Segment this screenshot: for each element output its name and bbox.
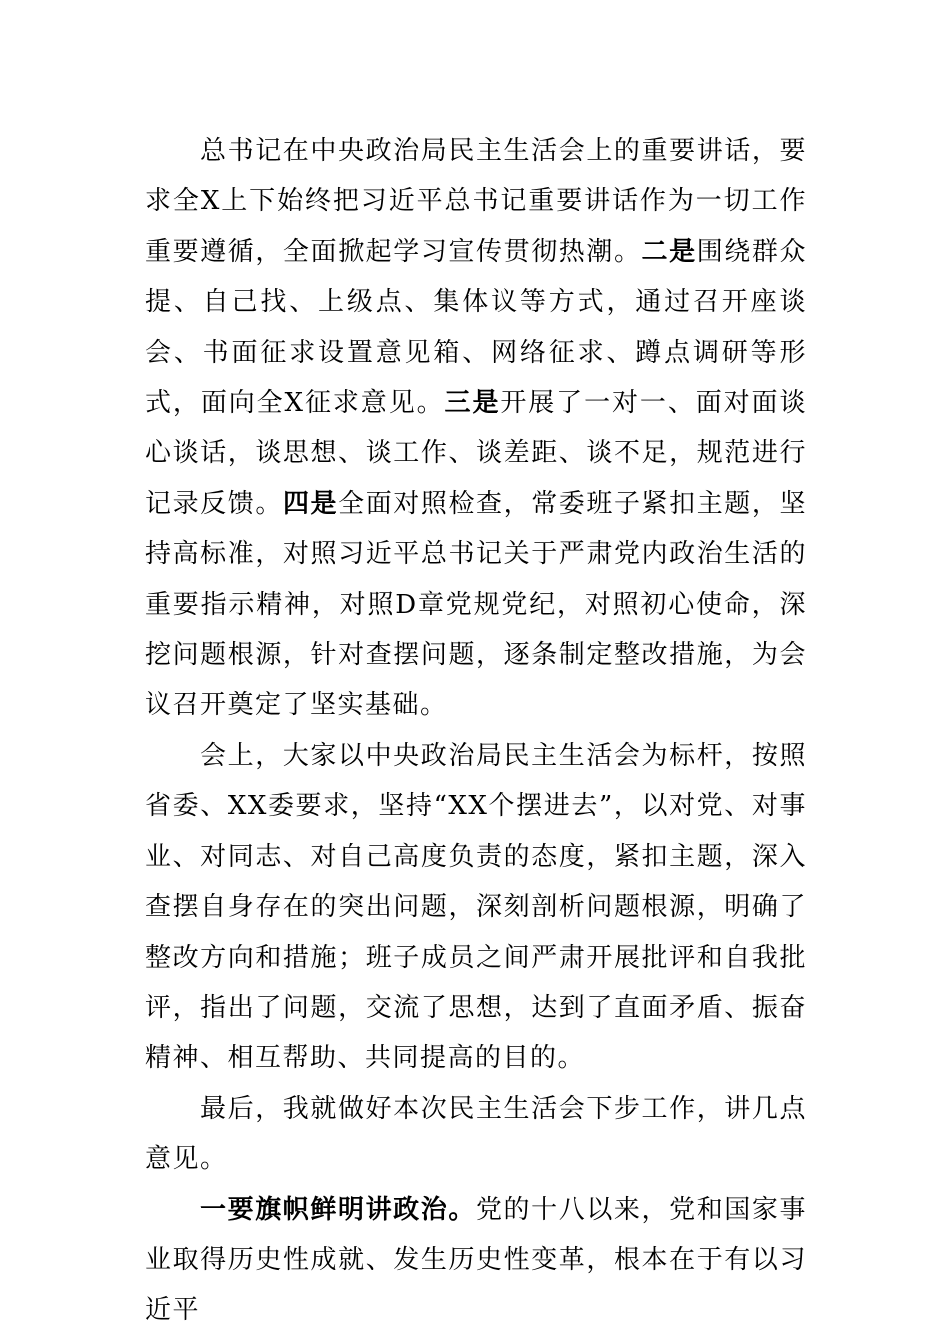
bold-marker-2: 二是 xyxy=(641,236,697,267)
bold-marker-3: 三是 xyxy=(444,388,501,419)
text-segment: 最后，我就做好本次民主生活会下步工作，讲几点意见。 xyxy=(145,1093,807,1175)
paragraph-4 xyxy=(145,1185,807,1336)
text-segment: 会上，大家以中央政治局民主生活会为标杆，按照省委、XX委要求，坚持“XX个摆进去”，以对党、对事业、对同志、对自己高度负责的态度，紧扣主题，深入查摆自身存在的突出问题，深刻剖析问题根源，明确了整改方向和措施；班子成员之间严肃开展批评和自我批评，指出了问题，交流了思想，达到了直面矛盾、振奋精神、相互帮助、共同提高的目的。 xyxy=(145,740,807,1074)
text-segment: 围绕群众提、自己找、上级点、集体议等方式，通过召开座谈会、书面征求设置意见箱、网络征求、蹲点调研等形式，面向全X征求意见。 xyxy=(145,236,807,419)
paragraph-1 xyxy=(145,126,807,731)
section-heading: 一要旗帜鲜明讲政治。 xyxy=(200,1194,476,1225)
text-segment: 总书记在中央政治局民主生活会上的重要讲话，要求全X上下始终把习近平总书记重要讲话作为一切工作重要遵循，全面掀起学习宣传贯彻热潮。 xyxy=(145,136,807,267)
paragraph-2 xyxy=(145,731,807,1084)
bold-marker-4: 四是 xyxy=(282,488,339,519)
text-segment: 党的十八以来，党和国家事业取得历史性成就、发生历史性变革，根本在于有以习近平 xyxy=(145,1194,807,1326)
text-segment: 全面对照检查，常委班子紧扣主题，坚持高标准，对照习近平总书记关于严肃党内政治生活的重要指示精神，对照D章党规党纪，对照初心使命，深挖问题根源，针对查摆问题，逐条制定整改措施，为会议召开奠定了坚实基础。 xyxy=(145,488,807,721)
text-segment: 开展了一对一、面对面谈心谈话，谈思想、谈工作、谈差距、谈不足，规范进行记录反馈。 xyxy=(145,388,807,519)
paragraph-3 xyxy=(145,1084,807,1185)
document-body xyxy=(145,126,807,1336)
